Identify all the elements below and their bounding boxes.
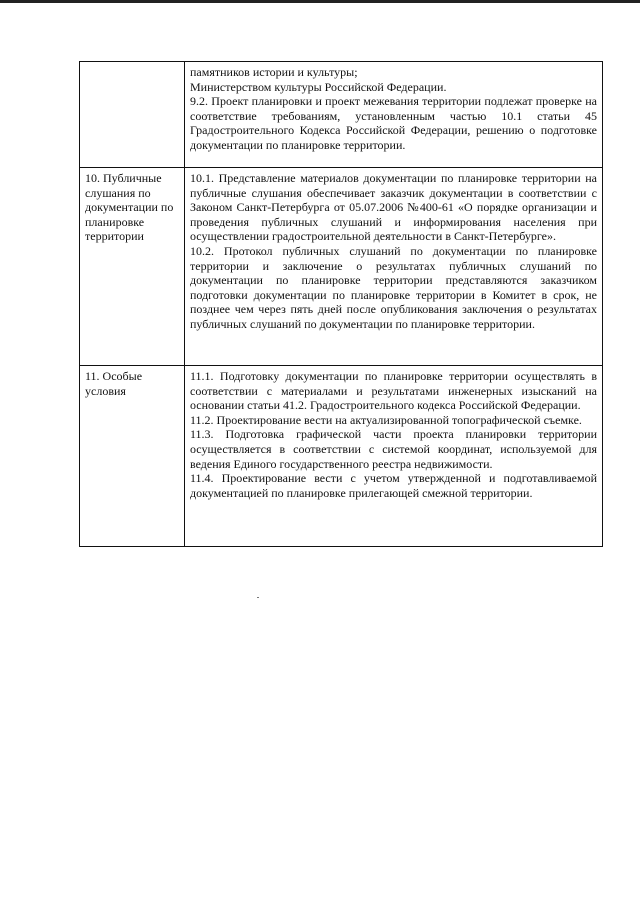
table-row <box>80 366 603 547</box>
row-label: 10. Публичные слушания по документации по планировке территории <box>80 168 185 366</box>
paragraph: 11.4. Проектирование вести с учетом утвержденной и подготавливаемой документацией по планировке прилегающей смежной территории. <box>190 471 597 500</box>
row-content <box>185 366 603 547</box>
paragraph: 10.2. Протокол публичных слушаний по документации по планировке территории и заключение о результатах публичных слушаний по документации по планировке территории представляются заказчиком подготовки документации по планировке территории в Комитет в срок, не позднее чем через пять дней после опубликования заключения о результатах публичных слушаний по документации по планировке территории. <box>190 243 597 331</box>
paragraph: 9.2. Проект планировки и проект межевания территории подлежат проверке на соответствие требованиям, установленным частью 10.1 статьи 45 Градостроительного Кодекса Российской Федерации, решению о подготовке документации по планировке территории. <box>190 94 597 152</box>
row-label <box>80 62 185 168</box>
page-top-border <box>0 0 640 3</box>
terms-table <box>79 61 603 547</box>
paragraph: 11.3. Подготовка графической части проекта планировки территории осуществляется в соответствии с системой координат, используемой для ведения Единого государственного реестра недвижимости. <box>190 427 597 471</box>
row-label: 11. Особые условия <box>80 366 185 547</box>
row-content <box>185 62 603 168</box>
paragraph: 11.1. Подготовку документации по планировке территории осуществлять в соответствии с материалами и результатами инженерных изысканий на основании статьи 41.2. Градостроительного кодекса Российской Федерации. <box>190 369 597 413</box>
row-content <box>185 168 603 366</box>
scan-speck <box>257 597 259 598</box>
table-row <box>80 168 603 366</box>
paragraph: 11.2. Проектирование вести на актуализированной топографической съемке. <box>190 412 582 427</box>
paragraph: памятников истории и культуры; <box>190 65 358 79</box>
table-row <box>80 62 603 168</box>
paragraph: Министерством культуры Российской Федерации. <box>190 79 447 94</box>
paragraph: 10.1. Представление материалов документации по планировке территории на публичные слушания обеспечивает заказчик документации в соответствии с Законом Санкт-Петербурга от 05.07.2006 №400-61 «О порядке организации и проведения публичных слушаний и информирования населения при осуществлении градостроительной деятельности в Санкт-Петербурге». <box>190 171 597 244</box>
